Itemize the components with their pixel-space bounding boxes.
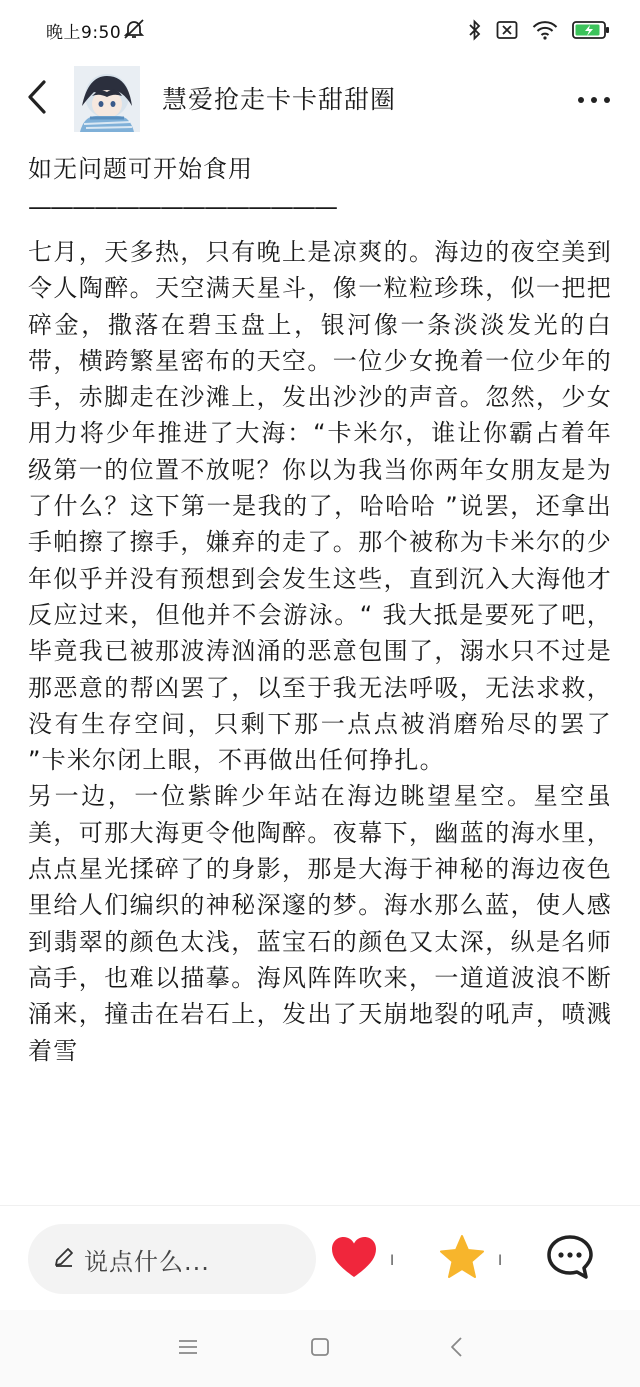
comment-input[interactable]: [28, 1224, 316, 1294]
chevron-left-icon: [25, 79, 49, 119]
like-count: I: [390, 1253, 395, 1269]
system-nav-bar: [0, 1310, 640, 1387]
mute-icon: [122, 17, 146, 41]
battery-charging-icon: [572, 20, 610, 40]
comment-placeholder: 说点什么...: [84, 1247, 210, 1276]
bottom-action-bar: [0, 1205, 640, 1310]
menu-icon: [178, 1339, 198, 1359]
star-icon: [438, 1234, 486, 1284]
wifi-icon: [532, 20, 558, 40]
heart-icon: [330, 1235, 378, 1283]
favorite-count: I: [498, 1253, 503, 1269]
more-horizontal-icon: [578, 97, 584, 103]
chat-bubble-icon: [546, 1234, 594, 1284]
bluetooth-icon: [468, 19, 482, 41]
more-options-button[interactable]: [574, 82, 614, 118]
home-button[interactable]: [300, 1332, 340, 1366]
intro-text: 如无问题可开始食用: [28, 155, 253, 183]
story-paragraph: 另一边，一位紫眸少年站在海边眺望星空。星空虽美，可那大海更令他陶醉。夜幕下，幽蓝的海水里，点点星光揉碎了的身影，那是大海于神秘的海边夜色里给人们编织的神秘深邃的梦。海水那么蓝，使人感到翡翠的颜色太浅，蓝宝石的颜色又太深，纵是名师高手，也难以描摹。海风阵阵吹来，一道道波浪不断涌来，撞击在岩石上，发出了天崩地裂的吼声，喷溅着雪: [28, 782, 612, 1065]
recent-apps-button[interactable]: [168, 1332, 208, 1366]
status-bar: [0, 0, 640, 60]
back-button[interactable]: [20, 78, 54, 120]
pencil-icon: [52, 1245, 76, 1273]
comment-button[interactable]: [546, 1234, 594, 1284]
system-back-button[interactable]: [436, 1332, 476, 1366]
post-content: [28, 150, 612, 1205]
text-divider: ——————————————: [28, 193, 336, 221]
story-paragraph: 七月，天多热，只有晚上是凉爽的。海边的夜空美到令人陶醉。天空满天星斗，像一粒粒珍珠，似一把把碎金，撒落在碧玉盘上，银河像一条淡淡发光的白带，横跨繁星密布的天空。一位少女挽着一位少年的手，赤脚走在沙滩上，发出沙沙的声音。忽然，少女用力将少年推进了大海：“卡米尔，谁让你霸占着年级第一的位置不放呢？你以为我当你两年女朋友是为了什么？这下第一是我的了，哈哈哈 ”说罢，还拿出手帕擦了擦手，嫌弃的走了。那个被称为卡米尔的少年似乎并没有预想到会发生这些，直到沉入大海他才反应过来，但他并不会游泳。“ 我大抵是要死了吧，毕竟我已被那波涛汹涌的恶意包围了，溺水只不过是那恶意的帮凶罢了，以至于我无法呼吸，无法求救，没有生存空间，只剩下那一点点被消磨殆尽的罢了 ”卡米尔闭上眼，不再做出任何挣扎。: [28, 238, 612, 775]
status-time: 晚上9:50: [46, 23, 122, 43]
favorite-button[interactable]: [438, 1234, 502, 1284]
chat-header: [0, 60, 640, 140]
back-triangle-icon: [449, 1336, 463, 1362]
chat-title: 慧爱抢走卡卡甜甜圈: [162, 85, 397, 114]
like-button[interactable]: [330, 1234, 394, 1284]
home-square-icon: [310, 1337, 330, 1361]
sim-off-icon: [496, 20, 518, 40]
avatar[interactable]: [74, 66, 140, 132]
